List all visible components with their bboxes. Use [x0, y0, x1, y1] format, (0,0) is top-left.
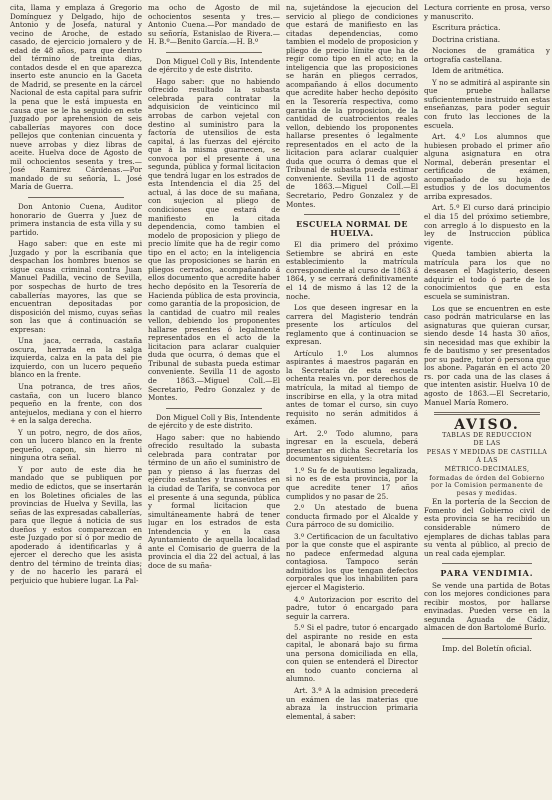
table-title-line: formadas de órden del Gobierno por la Comision permanente de pesas y medidas. — [429, 474, 545, 497]
paragraph: 3.º Certificacion de un facultativo por la que conste que el aspirante no padece enfermedad alguna contagiosa. Tampoco serán admitidos los que tengan defectos corporales que los inhabiliten para ejercer el Magisterio. — [286, 531, 418, 592]
paragraph: Idem de aritmética. — [432, 66, 504, 76]
paragraph: Artículo 1.º Los alumnos aspirantes á maestros pagarán en la Secretaría de esta escuela ochenta reales vn. por derechos de matrícula, la mitad al tiempo de inscribirse en ella, y la otra mitad antes de tomar el curso, sin cuyo requisito no serán admitidos á exámen. — [286, 348, 418, 427]
separator-rule — [28, 197, 124, 198]
paragraph: Y un potro, negro, de dos años, con un lucero blanco en la frente pequeño, capon, sin hierro ni ninguna otra señal. — [10, 427, 142, 463]
paragraph: Art. 5.º El curso dará principio el dia 15 del próximo setiembre, con arreglo á lo dispuesto en la ley de Instruccion pública vigente. — [424, 203, 550, 247]
paragraph: Escritura práctica. — [432, 23, 501, 33]
column-4-content — [422, 4, 550, 654]
paragraph: En la portería de la Seccion de Fomento del Gobierno civil de esta provincia se ha recibido un considerable número de ejemplares de dichas tablas para su venta al público, al precio de un real cada ejemplar. — [424, 497, 550, 558]
paragraph: Nociones de gramática y ortografía castellana. — [424, 46, 550, 64]
paragraph: cita, llama y emplaza á Gregorio Domínguez y Delgado, hijo de Antonio y de Josefa, natural y vecino de Aroche, de estado casado, de ejercicio jornalero y de edad de 48 años, para que dentro del término de treinta dias, contados desde el en que aparezca inserto este anuncio en la Gaceta de Madrid, se presente en la cárcel Nacional de esta capital para sufrir la pena que le está impuesta en causa que se le ha seguido en este Juzgado por aprehension de seis caballerías mayores con doce pellejos que contenian cincuenta y nueve arrobas y diez libras de aceite. Huelva doce de Agosto de mil ochocientos sesenta y tres.—José Ramirez Cárdenas.—Por mandado de su señoría, L. José María de Guerra. — [10, 4, 142, 192]
paragraph: Art. 3.º A la admision precederá un exámen de las materias que abraza la instruccion primaria elemental, á saber: — [286, 686, 418, 721]
paragraph: Doctrina cristiana. — [432, 34, 501, 44]
paragraph: Una jaca, cerrada, castaña oscura, herrada en la salga izquierda, calza en la pata del pie izquierdo, con un lucero pequeño blanco en la frente. — [10, 336, 142, 380]
paragraph: 1.º Su fe de bautismo legalizada, si no es de esta provincia, por la que acredite tener 17 años cumplidos y no pasar de 25. — [286, 465, 418, 501]
table-title-line: DE LAS — [473, 440, 501, 448]
paragraph: Hago saber: que no habiendo ofrecido resultado la subasta celebrada para contratar por término de un año el suministro de pan y pienso á las fuerzas del ejército estantes y transeúntes en la ciudad de Tarifa, se convoca por el presente á una segunda, pública y formal licitacion que simultáneamente habrá de tener lugar en los estrados de esta Intendencia y en la casa Ayuntamiento de aquella localidad ante el Comisario de guerra de la provincia el dia 22 del actual, á las doce de su maña- — [148, 432, 280, 570]
column-1-content — [8, 4, 142, 586]
double-rule — [434, 412, 540, 415]
paragraph: Art. 4.º Los alumnos que hubiesen probado el primer año alguna asignatura en otra Normal, deberán presentar el certificado de exámen, acompañado de su hoja de estudios y de los documentos arriba expresados. — [424, 132, 550, 201]
paragraph: Queda tambien abierta la matrícula para los que no deseasen el Magisterio, deseen adquirir el todo ó parte de los conocimientos que en esta escuela se suministran. — [424, 249, 550, 301]
aviso-heading: AVISO. — [454, 417, 520, 434]
paragraph: 4.º Autorizacion por escrito del padre, tutor ó encargado para seguir la carrera. — [286, 594, 418, 621]
separator-rule — [166, 408, 262, 409]
paragraph: Hago saber: que en este mi Juzgado y por la escribanía que despachan los hombres buenos se sigue causa criminal contra Juan Manuel Padilla, vecino de Sevilla, por sospechas de hurto de tres caballerías mayores, las que se encuentran depositadas por disposición del mismo, cuyas señas son las que á continuación se expresan: — [10, 239, 142, 334]
paragraph: Se vende una partida de Botas con los mejores condiciones para recibir mostos, por hallarse envinadas. Pueden verse en la segunda Aguada de Cádiz, almacen de don Bartolomé Burlo. — [424, 580, 550, 633]
paragraph: Los que deseen ingresar en la carrera del Magisterio tendrán presente los artículos del reglamento que á continuacion se expresan. — [286, 303, 418, 347]
column-2 — [146, 4, 280, 796]
para-venta-heading: PARA VENDIMIA. — [440, 568, 534, 579]
table-title-line: PESAS Y MEDIDAS DE CASTILLA — [426, 448, 548, 456]
column-3 — [284, 4, 418, 796]
paragraph: ma ocho de Agosto de mil ochocientos sesenta y tres.—Antonio Cuena.—Por mandado de su señoría, Estanislao de Rivera.—H. B.º—Benito García.—H. B.º — [148, 4, 280, 47]
paragraph: Y no se admitirá al aspirante sin que pruebe hallarse suficientemente instruido en estas enseñanzas, para poder seguir con fruto las lecciones de la escuela. — [424, 77, 550, 130]
table-title-line: Á LAS — [476, 457, 498, 465]
table-title-line: MÉTRICO-DECIMALES, — [444, 465, 530, 473]
columns-container — [8, 4, 550, 796]
paragraph: Don Miguel Coll y Bis, Intendente de ejército y de este distrito. — [148, 412, 280, 431]
printer-footer: Imp. del Boletín oficial. — [442, 644, 532, 654]
paragraph: Art. 2.º Todo alumno, para ingresar en la escuela, deberá presentar en dicha Secretaría los documentos siguientes: — [286, 428, 418, 464]
separator-rule — [442, 638, 532, 639]
separator-rule — [304, 214, 400, 215]
paragraph: 2.º Un atestado de buena conducta firmado por el Alcalde y Cura párroco de su domicilio. — [286, 503, 418, 530]
paragraph: Don Antonio Cuena, Auditor honorario de Guerra y Juez de primera instancia de esta villa y su partido. — [10, 202, 142, 237]
table-title-line: TABLAS DE REDUCCION — [442, 431, 532, 439]
paragraph: 5.º Si el padre, tutor ó encargado del aspirante no reside en esta capital, le abonará bajo su firma una persona domiciliada en ella, con quien se entenderá el Director en todo cuanto concierna al alumno. — [286, 623, 418, 684]
paragraph: El dia primero del próximo Setiembre se abrirá en este establecimiento la matrícula correspondiente al curso de 1863 á 1864, y se cerrará definitivamente el 14 de mismo á las 12 de la noche. — [286, 240, 418, 301]
paragraph: Y por auto de este dia he mandado que se publiquen por medio de edictos, que se insertarán en los Boletines oficiales de las provincias de Huelva y Sevilla, las señas de las expresadas caballerías, para que llegue á noticia de sus dueños y estos comparezcan en este Juzgado por sí ó por medio de apoderado á identificarlas y á ejercer el derecho que les asista dentro del término de treinta dias; y de no hacerlo les parará el perjuicio que hubiere lugar. La Pal- — [10, 464, 142, 585]
column-4 — [422, 4, 550, 796]
paragraph: Don Miguel Coll y Bis, Intendente de ejército y de este distrito. — [148, 56, 280, 75]
column-1 — [8, 4, 142, 796]
paragraph: Hago saber: que no habiendo ofrecido resultado la subasta celebrada para contratar la adquisicion de veinticinco mil arrobas de carbon vejetal con destino al suministro para la factoría de utensilios de esta capital, á las fuerzas del ejército que á la misma guarnecen, se convoca por el presente á una segunda, pública y formal licitacion que tendrá lugar en los estrados de esta Intendencia el dia 25 del actual, á las doce de su mañana, con sujecion al pliego de condiciones que estará de manifiesto en la citada dependencia, como tambien el modelo de proposicion y pliego de precio límite que ha de regir como tipo en el acto; en la inteligencia que las proposiciones se harán en pliegos cerrados, acompañando á ellos documento que acredite haber hecho depósito en la Tesorería de Hacienda pública de esta provincia, como garantía de la proposicion, de la cantidad de cuatro mil reales vellon, debiendo los proponentes hallarse presentes ó legalmente representados en el acto de la licitacion para aclarar cualquier duda que ocurra, ó demas que el Tribunal de subasta pueda estimar conveniente. Sevilla 11 de agosto de 1863.—Miguel Coll.—El Secretario, Pedro Gonzalez y de Montes. — [148, 76, 280, 403]
section-heading: ESCUELA NORMAL DE HUELVA. — [296, 219, 408, 238]
separator-rule — [442, 563, 532, 564]
paragraph: na, sujetándose la ejecucion del servicio al pliego de condiciones que estará de manifiesto en las citadas dependencias, como tambien el modelo de proposicion y pliego de precio límite que ha de regir como tipo en el acto; en la inteligencia que las proposiciones se harán en pliegos cerrados, acompañando á ellos documento que acredite haber hecho depósito en la Tesorería respectiva, como garantía de la proposicion, de la cantidad de cuatrocientos reales vellon, debiendo los proponentes hallarse presentes ó legalmente representados en el acto de la licitacion para aclarar cualquier duda que ocurra ó demas que el Tribunal de subasta pueda estimar conveniente. Sevilla 11 de agosto de 1863.—Miguel Coll.—El Secretario, Pedro Gonzalez y de Montes. — [286, 4, 418, 209]
paragraph: Una potranca, de tres años, castaña, con un lucero blanco pequeño en la frente, con dos antejuelos, mediana y con el hierro + en la salga derecha. — [10, 381, 142, 426]
paragraph: Lectura corriente en prosa, verso y manuscrito. — [424, 4, 550, 21]
column-3-content — [284, 4, 418, 721]
separator-rule — [166, 52, 262, 53]
paragraph: Los que se encuentren en este caso podrán matricularse en las asignaturas que quieran cursar, siendo desde 14 hasta 30 años, sin necesidad mas que exhibir la fe de bautismo y ser presentados por su padre, tutor ó persona que los abone. Pagarán en el acto 20 rs. por cada una de las clases á que intenten asistir. Huelva 10 de agosto de 1863.—El Secretario, Manuel María Romero. — [424, 303, 550, 407]
column-2-content — [146, 4, 280, 570]
